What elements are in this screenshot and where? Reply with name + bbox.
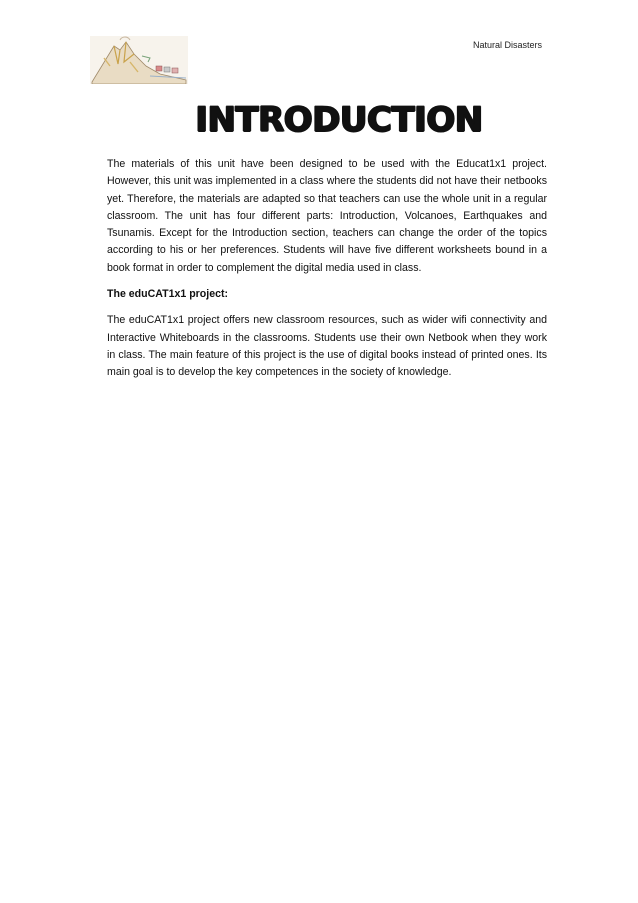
page-title: INTRODUCTION <box>195 100 483 140</box>
running-header: Natural Disasters <box>472 40 542 50</box>
project-paragraph: The eduCAT1x1 project offers new classroom resources, such as wider wifi connectivity and Interactive Whiteboards in the classrooms. Students use their own Netbook when they work in class. The main feature of this project is the use of digital books instead of printed ones. Its main goal is to develop the key competences in the society of knowledge. <box>107 314 547 379</box>
intro-paragraph: The materials of this unit have been designed to be used with the Educat1x1 project. However, this unit was implemented in a class where the students did not have their netbooks yet. Therefore, the materials are adapted so that teachers can use the whole unit in a regular classroom. The unit has four different parts: Introduction, Volcanoes, Earthquakes and Tsunamis. Except for the Introduction section, teachers can change the order of the topics according to his or her preferences. Students will have five different worksheets bound in a book format in order to complement the digital media used in class. <box>107 158 547 274</box>
volcano-drawing-icon <box>90 36 188 84</box>
section-heading: The eduCAT1x1 project: <box>107 288 229 301</box>
document-body <box>107 156 547 391</box>
